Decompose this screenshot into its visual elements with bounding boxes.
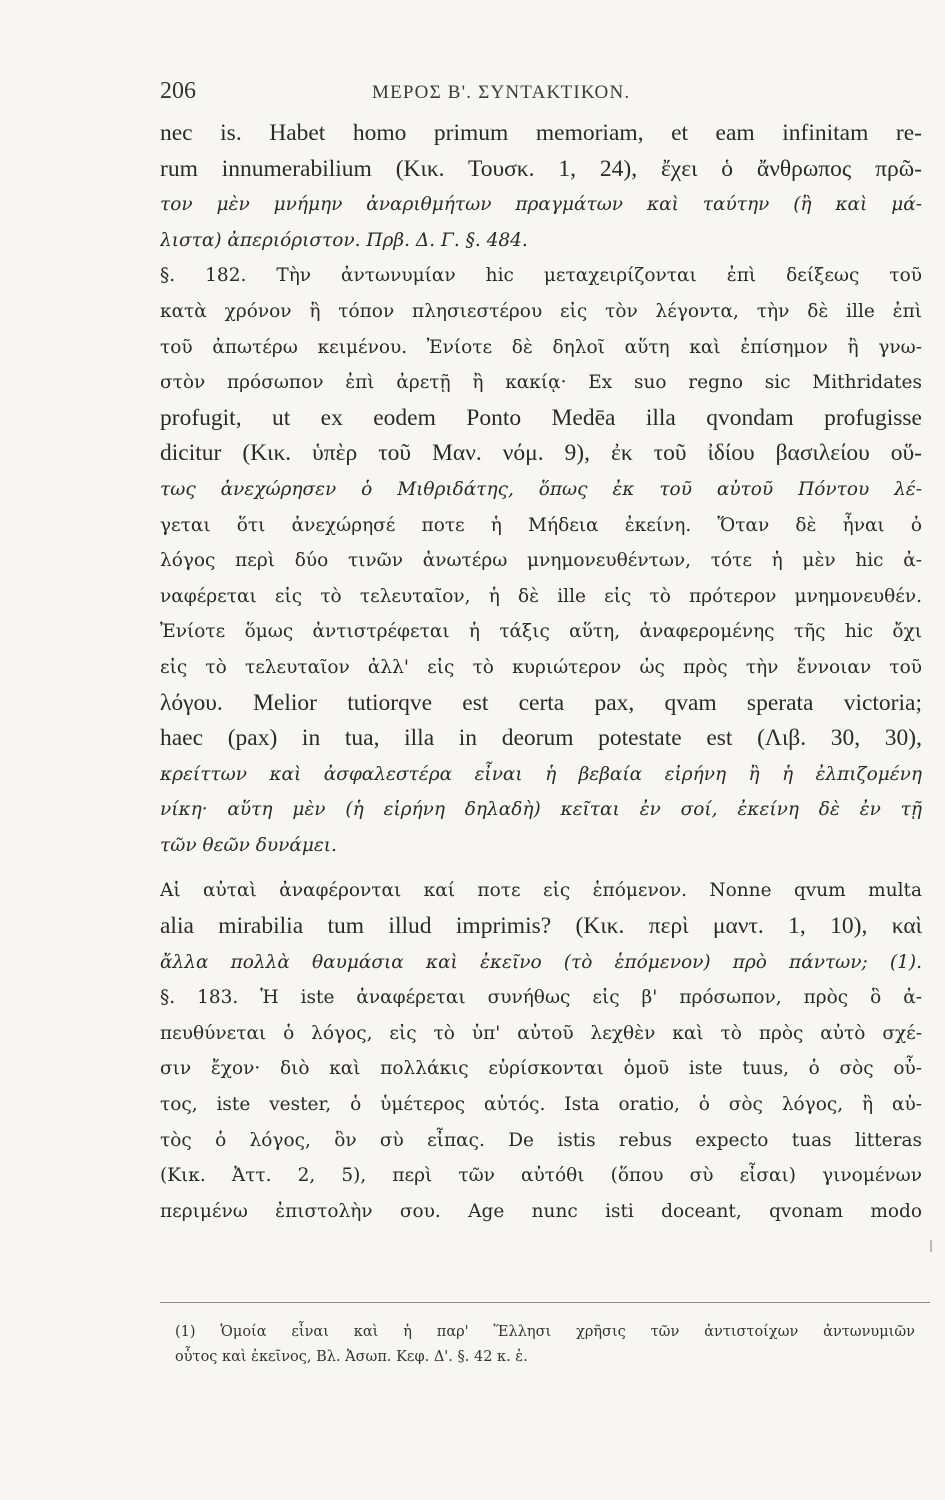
text-line: rum innumerabilium (Κικ. Τουσκ. 1, 24), ἔχει ὁ ἄνθρωπος πρῶ-	[160, 155, 922, 182]
text-line: τον μὲν μνήμην ἀναριθμήτων πραγμάτων καὶ ταύτην (ἢ καὶ μά-	[160, 194, 922, 216]
text-line: Ἐνίοτε ὅμως ἀντιστρέφεται ἡ τάξις αὕτη, ἀναφερομένης τῆς hic ὄχι	[160, 621, 922, 643]
text-line: κρείττων καὶ ἀσφαλεστέρα εἶναι ἡ βεβαία εἰρήνη ἢ ἡ ἐλπιζομένη	[160, 763, 922, 785]
text-line: πευθύνεται ὁ λόγος, εἰς τὸ ὑπ' αὐτοῦ λεχθὲν καὶ τὸ πρὸς αὐτὸ σχέ-	[160, 1022, 922, 1044]
text-line: γεται ὅτι ἀνεχώρησέ ποτε ἡ Μήδεια ἐκείνη. Ὅταν δὲ ἦναι ὁ	[160, 514, 922, 536]
text-line: dicitur (Κικ. ὑπὲρ τοῦ Μαν. νόμ. 9), ἐκ τοῦ ἰδίου βασιλείου οὕ-	[160, 440, 922, 467]
text-line: Αἱ αὐταὶ ἀναφέρονται καί ποτε εἰς ἑπόμενον. Nonne qvum multa	[160, 880, 922, 902]
paragraph-gap	[160, 863, 922, 873]
text-line: τοῦ ἀπωτέρω κειμένου. Ἐνίοτε δὲ δηλοῖ αὕτη καὶ ἐπίσημον ἢ γνω-	[160, 336, 922, 358]
text-line: λιστα) ἀπεριόριστον. Πρβ. Δ. Γ. §. 484.	[160, 229, 528, 251]
text-line: τος, iste vester, ὁ ὑμέτερος αὐτός. Ista oratio, ὁ σὸς λόγος, ἢ αὐ-	[160, 1094, 922, 1116]
text-line: τῶν θεῶν δυνάμει.	[160, 834, 337, 856]
text-line: τὸς ὁ λόγος, ὃν σὺ εἶπας. De istis rebus expecto tuas litteras	[160, 1129, 922, 1151]
main-text	[160, 116, 922, 1229]
section-183-start: §. 183. Ἡ iste ἀναφέρεται συνήθως εἰς β' πρόσωπον, πρὸς ὃ ἀ-	[160, 987, 922, 1009]
page-number: 206	[160, 78, 196, 104]
section-182-start: §. 182. Τὴν ἀντωνυμίαν hic μεταχειρίζονται ἐπὶ δείξεως τοῦ	[160, 265, 922, 287]
page-header	[160, 78, 920, 112]
text-line: profugit, ut ex eodem Ponto Medēa illa qvondam profugisse	[160, 404, 922, 431]
text-line: σιν ἔχον· διὸ καὶ πολλάκις εὑρίσκονται ὁμοῦ iste tuus, ὁ σὸς οὗ-	[160, 1058, 922, 1080]
footnote-rule	[160, 1302, 930, 1303]
page-edge-mark	[930, 1240, 932, 1252]
text-line: εἰς τὸ τελευταῖον ἀλλ' εἰς τὸ κυριώτερον ὡς πρὸς τὴν ἔννοιαν τοῦ	[160, 656, 922, 678]
footnote	[175, 1320, 915, 1370]
running-head: ΜΕΡΟΣ Β'. ΣΥΝΤΑΚΤΙΚΟΝ.	[372, 82, 631, 103]
text-line: κατὰ χρόνον ἢ τόπον πλησιεστέρου εἰς τὸν λέγοντα, τὴν δὲ ille ἐπὶ	[160, 300, 922, 322]
text-line: ναφέρεται εἰς τὸ τελευταῖον, ἡ δὲ ille εἰς τὸ πρότερον μνημονευθέν.	[160, 585, 922, 607]
text-line: λόγου. Melior tutiorqve est certa pax, qvam sperata victoria;	[160, 689, 922, 716]
text-line: νίκη· αὕτη μὲν (ἡ εἰρήνη δηλαδὴ) κεῖται ἐν σοί, ἐκείνη δὲ ἐν τῇ	[160, 799, 922, 821]
text-line: haec (pax) in tua, illa in deorum potestate est (Λιβ. 30, 30),	[160, 725, 922, 752]
text-line: περιμένω ἐπιστολὴν σου. Age nunc isti doceant, qvonam modo	[160, 1200, 922, 1222]
text-line: στὸν πρόσωπον ἐπὶ ἀρετῇ ἢ κακίᾳ· Ex suo regno sic Mithridates	[160, 372, 922, 394]
text-line: ἄλλα πολλὰ θαυμάσια καὶ ἐκεῖνο (τὸ ἑπόμενον) πρὸ πάντων; (1).	[160, 951, 922, 973]
text-line: (Κικ. Ἀττ. 2, 5), περὶ τῶν αὐτόθι (ὅπου σὺ εἶσαι) γινομένων	[160, 1165, 922, 1187]
text-line: nec is. Habet homo primum memoriam, et eam infinitam re-	[160, 120, 922, 146]
footnote-line: οὗτος καὶ ἐκεῖνος, Βλ. Ἀσωπ. Κεφ. Δ'. §. 42 κ. ἑ.	[175, 1349, 528, 1365]
text-line: λόγος περὶ δύο τινῶν ἀνωτέρω μνημονευθέντων, τότε ἡ μὲν hic ἀ-	[160, 550, 922, 572]
footnote-line: (1) Ὁμοία εἶναι καὶ ἡ παρ' Ἕλλησι χρῆσις τῶν ἀντιστοίχων ἀντωνυμιῶν	[175, 1324, 915, 1340]
text-line: τως ἀνεχώρησεν ὁ Μιθριδάτης, ὅπως ἐκ τοῦ αὐτοῦ Πόντου λέ-	[160, 478, 922, 500]
text-line: alia mirabilia tum illud imprimis? (Κικ. περὶ μαντ. 1, 10), καὶ	[160, 913, 922, 940]
